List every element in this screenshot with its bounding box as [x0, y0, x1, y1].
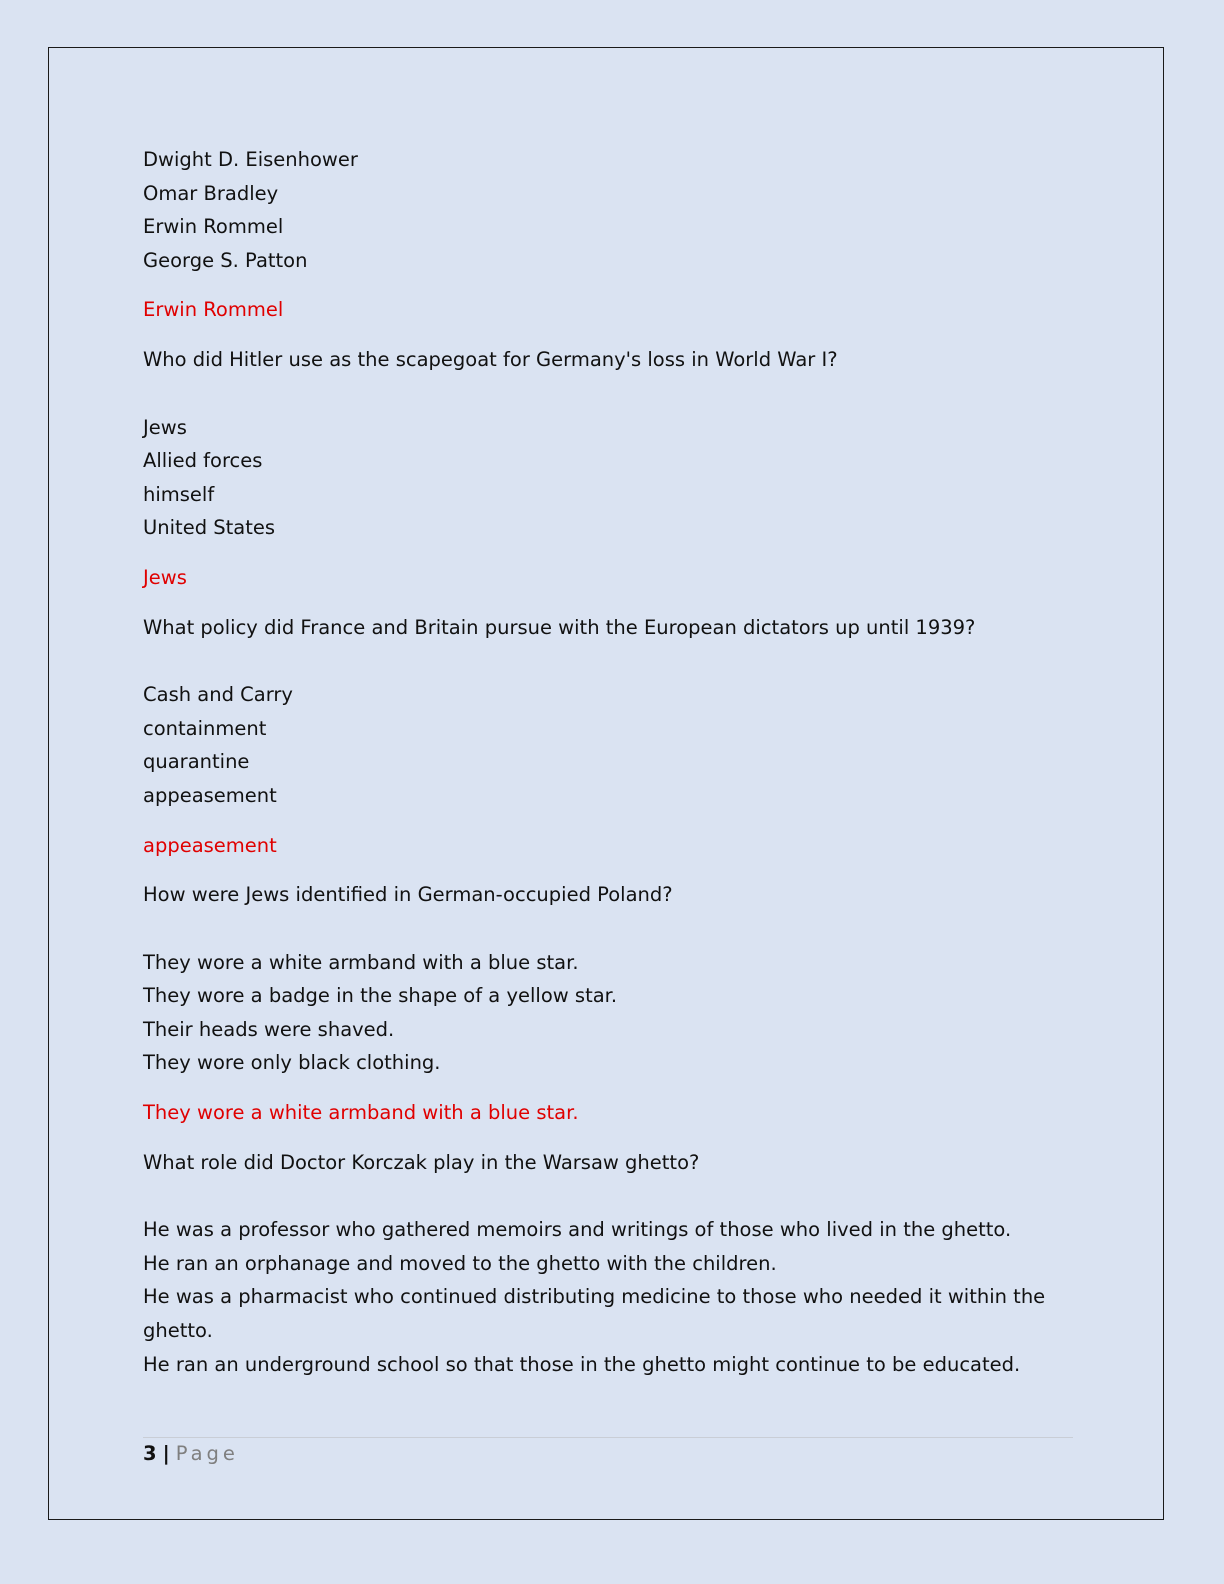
page-label: Page — [175, 1442, 239, 1465]
q4-option-2: They wore a badge in the shape of a yellow star. — [143, 984, 618, 1008]
q4-option-4: They wore only black clothing. — [143, 1051, 441, 1075]
q5-option-1: He was a professor who gathered memoirs and writings of those who lived in the ghetto. — [143, 1218, 1012, 1242]
q1-answer: Erwin Rommel — [143, 298, 284, 322]
q2-question: Who did Hitler use as the scapegoat for Germany's loss in World War I? — [143, 347, 838, 371]
q5-option-3: He was a pharmacist who continued distributing medicine to those who needed it within the ghetto. — [143, 1285, 1046, 1343]
q2-option-4: United States — [143, 516, 276, 540]
q5-option-2: He ran an orphanage and moved to the ghetto with the children. — [143, 1251, 777, 1275]
q1-options — [143, 143, 1083, 277]
q3-options — [143, 678, 1083, 812]
q4-answer: They wore a white armband with a blue star. — [143, 1101, 579, 1125]
q2-option-1: Jews — [143, 415, 187, 439]
q4-option-3: Their heads were shaved. — [143, 1017, 395, 1041]
q4-options — [143, 946, 1083, 1080]
q5-question: What role did Doctor Korczak play in the Warsaw ghetto? — [143, 1150, 700, 1174]
document-body — [143, 143, 1083, 1381]
q3-option-2: containment — [143, 716, 267, 740]
q2-option-2: Allied forces — [143, 449, 263, 473]
page-footer — [143, 1440, 239, 1468]
q5-options — [143, 1213, 1083, 1381]
q2-options — [143, 411, 1083, 545]
q1-option-3: Erwin Rommel — [143, 215, 284, 239]
q2-answer: Jews — [143, 565, 187, 589]
footer-divider — [143, 1437, 1073, 1438]
footer-separator: | — [162, 1442, 170, 1465]
q3-answer: appeasement — [143, 833, 277, 857]
q2-option-3: himself — [143, 482, 215, 506]
q3-option-3: quarantine — [143, 750, 250, 774]
page-number: 3 — [143, 1442, 157, 1465]
q1-option-4: George S. Patton — [143, 248, 308, 272]
q1-option-1: Dwight D. Eisenhower — [143, 148, 358, 171]
q4-question: How were Jews identified in German-occupied Poland? — [143, 883, 673, 907]
q3-question: What policy did France and Britain pursue with the European dictators up until 1939? — [143, 615, 976, 639]
q3-option-1: Cash and Carry — [143, 683, 293, 707]
q4-option-1: They wore a white armband with a blue star. — [143, 950, 579, 974]
q1-option-2: Omar Bradley — [143, 181, 279, 205]
q5-option-4: He ran an underground school so that those in the ghetto might continue to be educated. — [143, 1352, 1021, 1376]
q3-option-4: appeasement — [143, 783, 277, 807]
